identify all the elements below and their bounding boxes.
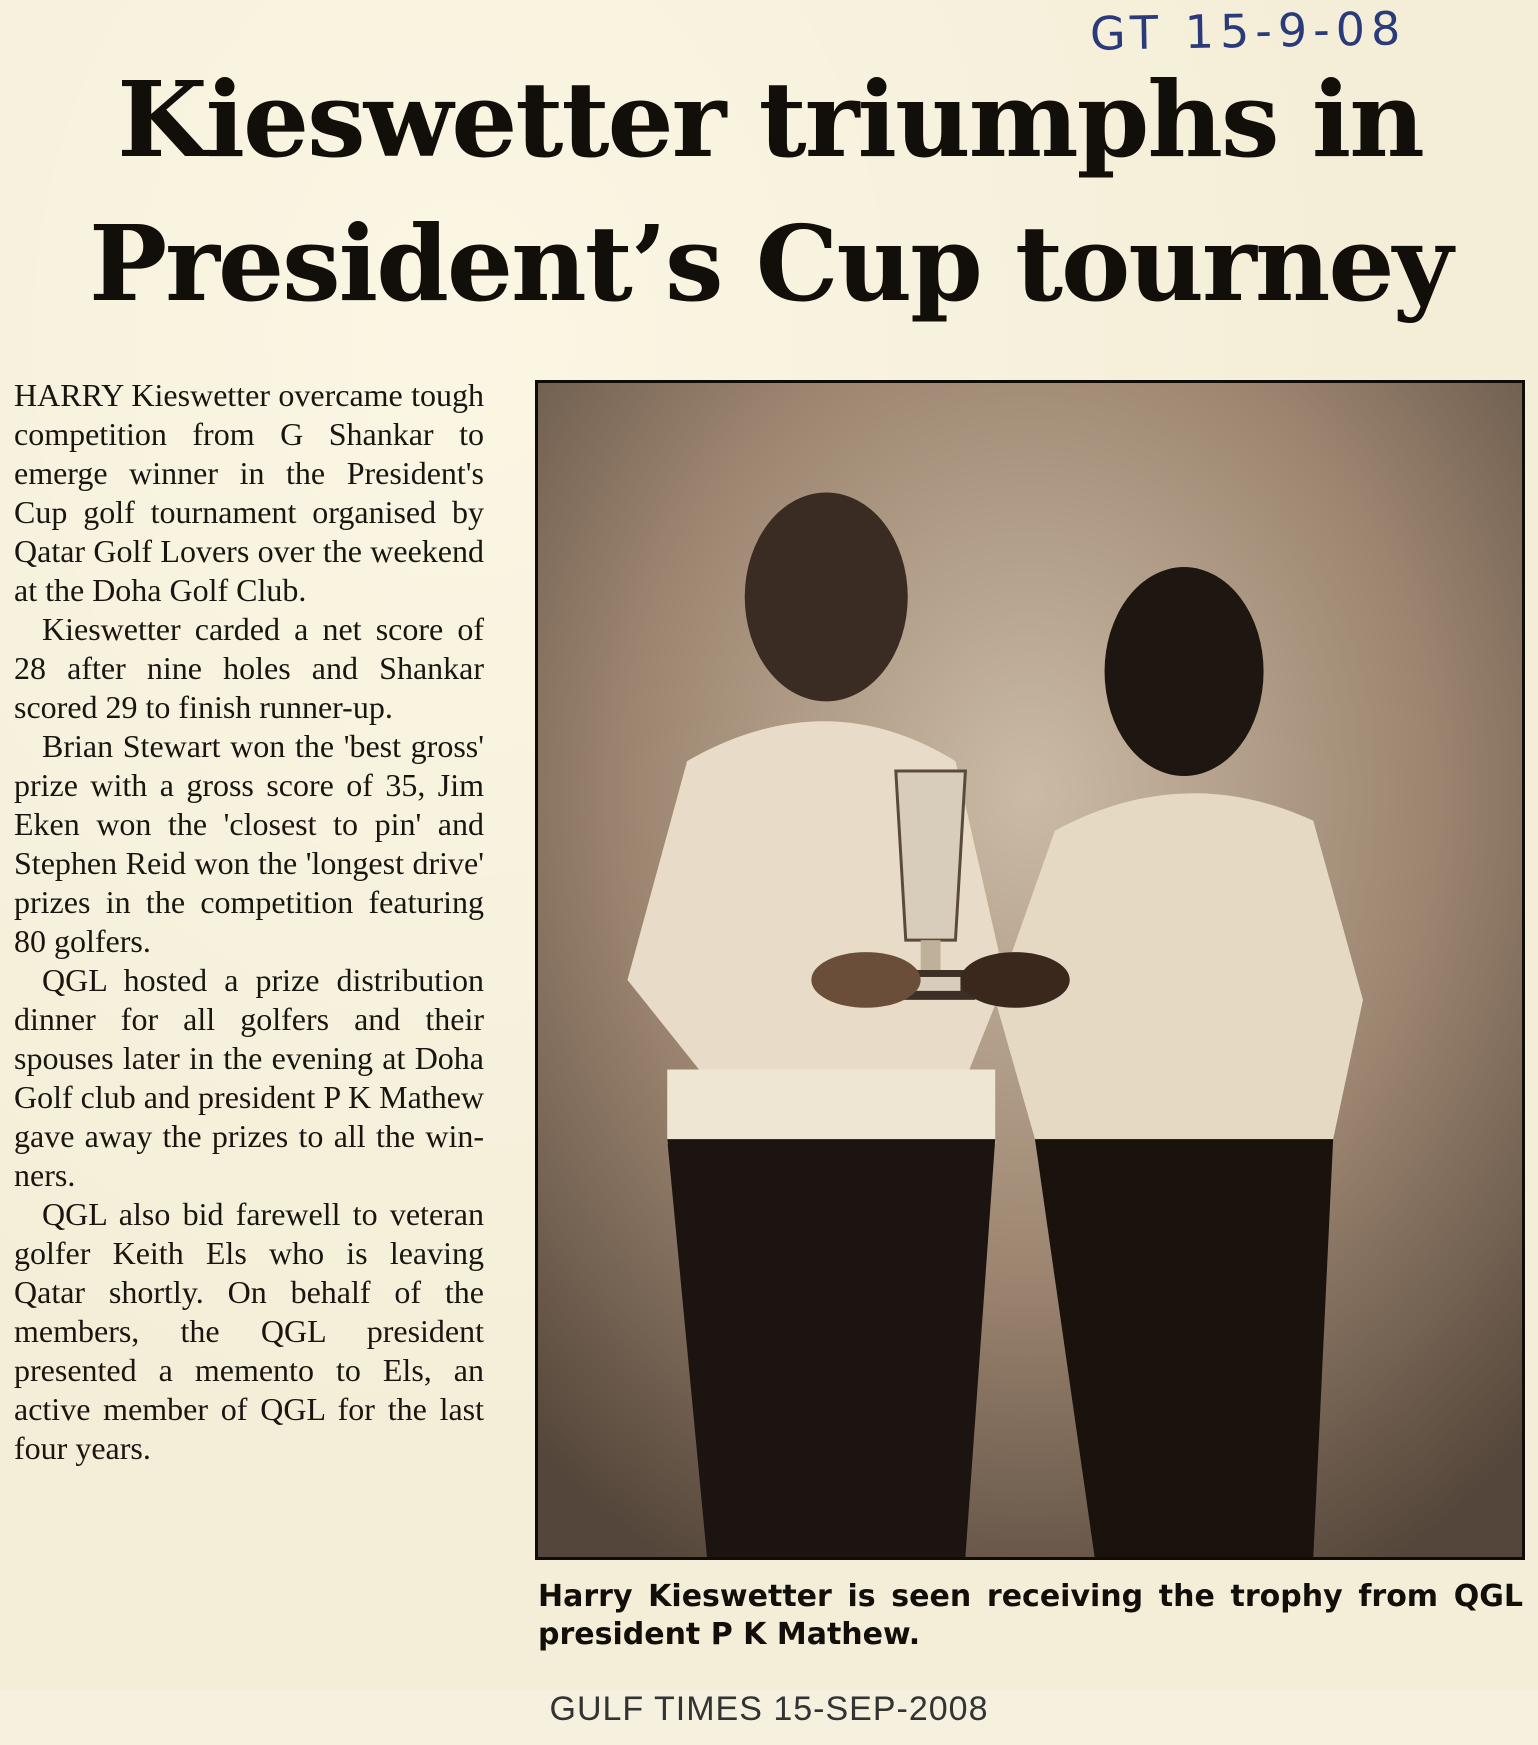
headline-line-2: President’s Cup tourney: [88, 202, 1452, 325]
article-paragraph: Kieswetter carded a net score of 28 after nine holes and Shankar scored 29 to finish runner-up.: [14, 611, 484, 725]
article-paragraph: QGL also bid farewell to veteran golfer Keith Els who is leaving Qatar shortly. On behalf of the members, the QGL president presented a memento to Els, an active member of QGL for the last four years.: [14, 1196, 484, 1466]
photo-caption: Harry Kieswetter is seen receiving the trophy from QGL president P K Mathew.: [538, 1579, 1523, 1652]
photo-trophy-presentation: [538, 383, 1522, 1557]
article-paragraph: QGL hosted a prize distribution dinner for all golfers and their spouses later in the evening at Doha Golf club and president P K Mathew gave away the prizes to all the winners.: [14, 962, 484, 1193]
news-photo: [535, 380, 1525, 1560]
source-footer: GULF TIMES 15-SEP-2008: [549, 1690, 989, 1728]
headline-line-1: Kieswetter triumphs in: [117, 58, 1423, 181]
handwritten-date-note: GT 15-9-08: [1089, 1, 1407, 61]
article-body: [14, 376, 484, 1468]
article-paragraph: HARRY Kieswetter overcame tough competition from G Shankar to emerge winner in the President's Cup golf tournament organised by Qatar Golf Lovers over the weekend at the Doha Golf Club.: [14, 377, 484, 608]
article-paragraph: Brian Stewart won the 'best gross' prize with a gross score of 35, Jim Eken won the 'closest to pin' and Stephen Reid won the 'longest drive' prizes in the competition featuring 80 golfers.: [14, 728, 484, 959]
